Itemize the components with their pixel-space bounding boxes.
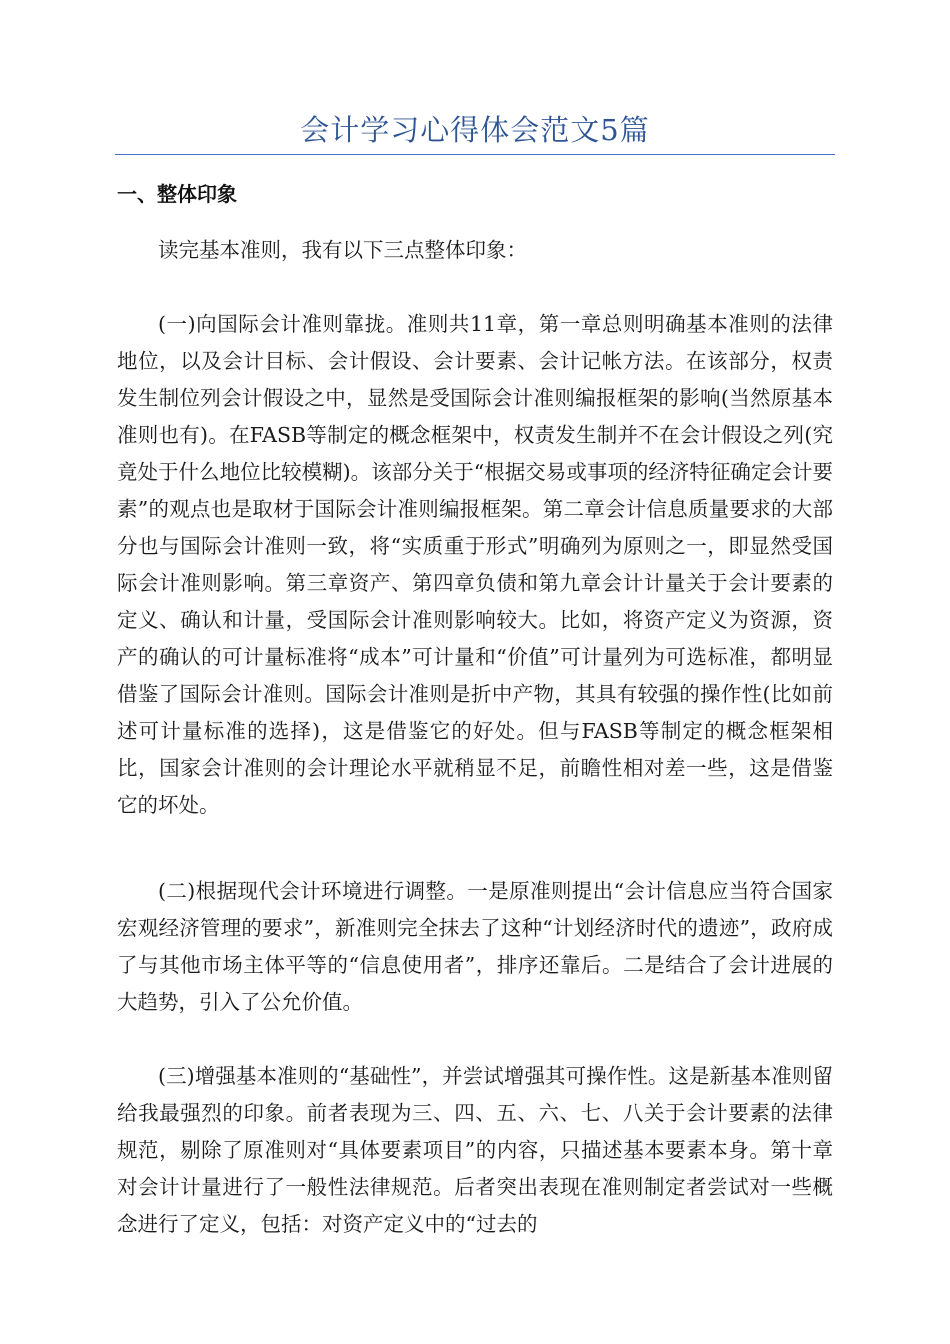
title-underline [115,154,835,155]
paragraph-point-two: (二)根据现代会计环境进行调整。一是原准则提出“会计信息应当符合国家宏观经济管理的要求”，新准则完全抹去了这种“计划经济时代的遗迹”，政府成了与其他市场主体平等的“信息使用者”，排序还靠后。二是结合了会计进展的大趋势，引入了公允价值。 [117,879,833,1014]
section-heading: 一、整体印象 [117,182,237,206]
paragraph-point-one: (一)向国际会计准则靠拢。准则共11章，第一章总则明确基本准则的法律地位，以及会计目标、会计假设、会计要素、会计记帐方法。在该部分，权责发生制位列会计假设之中，显然是受国际会计准则编报框架的影响(当然原基本准则也有)。在FASB等制定的概念框架中，权责发生制并不在会计假设之列(究竟处于什么地位比较模糊)。该部分关于“根据交易或事项的经济特征确定会计要素”的观点也是取材于国际会计准则编报框架。第二章会计信息质量要求的大部分也与国际会计准则一致，将“实质重于形式”明确列为原则之一，即显然受国际会计准则影响。第三章资产、第四章负债和第九章会计计量关于会计要素的定义、确认和计量，受国际会计准则影响较大。比如，将资产定义为资源，资产的确认的可计量标准将“成本”可计量和“价值”可计量列为可选标准，都明显借鉴了国际会计准则。国际会计准则是折中产物，其具有较强的操作性(比如前述可计量标准的选择)，这是借鉴它的好处。但与FASB等制定的概念框架相比，国家会计准则的会计理论水平就稍显不足，前瞻性相对差一些，这是借鉴它的坏处。 [117,312,833,817]
paragraph-point-three: (三)增强基本准则的“基础性”，并尝试增强其可操作性。这是新基本准则留给我最强烈的印象。前者表现为三、四、五、六、七、八关于会计要素的法律规范，剔除了原准则对“具体要素项目”的内容，只描述基本要素本身。第十章对会计计量进行了一般性法律规范。后者突出表现在准则制定者尝试对一些概念进行了定义，包括：对资产定义中的“过去的 [117,1064,833,1236]
document-title: 会计学习心得体会范文5篇 [300,113,650,147]
paragraph-intro: 读完基本准则，我有以下三点整体印象： [158,238,527,262]
